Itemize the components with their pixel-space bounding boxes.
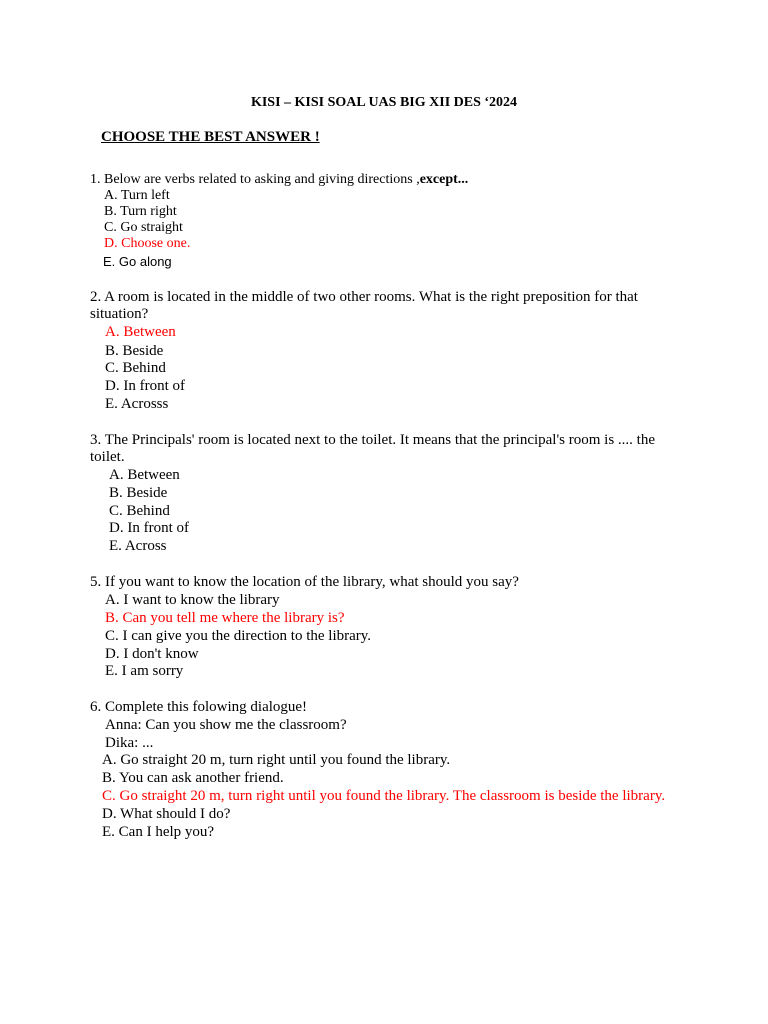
question-3-option-e: E. Across — [109, 538, 167, 554]
question-6-dialogue-dika: Dika: ... — [105, 735, 154, 751]
question-2-option-c: C. Behind — [105, 360, 166, 376]
question-6-option-a: A. Go straight 20 m, turn right until you found the library. — [102, 752, 451, 768]
question-3-option-c: C. Behind — [109, 503, 170, 519]
question-3-option-b: B. Beside — [109, 485, 168, 501]
question-2-stem-line-1: 2. A room is located in the middle of two other rooms. What is the right preposition for that — [90, 289, 638, 305]
question-1-option-c: C. Go straight — [104, 220, 183, 235]
question-5-option-b-answer: B. Can you tell me where the library is? — [105, 610, 345, 626]
question-1-option-b: B. Turn right — [104, 204, 177, 219]
question-2-option-e: E. Acrosss — [105, 396, 169, 412]
question-1-text: 1. Below are verbs related to asking and giving directions , — [90, 172, 420, 187]
question-5-option-c: C. I can give you the direction to the library. — [105, 628, 372, 644]
question-6-dialogue-anna: Anna: Can you show me the classroom? — [105, 717, 347, 733]
question-2-option-a-answer: A. Between — [105, 324, 176, 340]
question-1-option-a: A. Turn left — [104, 188, 170, 203]
question-6-stem: 6. Complete this folowing dialogue! — [90, 699, 308, 715]
question-5-option-e: E. I am sorry — [105, 663, 184, 679]
question-3-option-a: A. Between — [109, 467, 180, 483]
question-2-option-d: D. In front of — [105, 378, 185, 394]
question-3-stem-line-2: toilet. — [90, 449, 125, 465]
question-5-option-d: D. I don't know — [105, 646, 199, 662]
question-5-option-a: A. I want to know the library — [105, 592, 280, 608]
question-1-option-d-answer: D. Choose one. — [104, 236, 191, 251]
question-3-stem-line-1: 3. The Principals' room is located next to the toilet. It means that the principal's room is .... the — [90, 432, 656, 448]
document-title: KISI – KISI SOAL UAS BIG XII DES ‘2024 — [250, 95, 518, 110]
question-5-stem: 5. If you want to know the location of the library, what should you say? — [90, 574, 519, 590]
question-6-option-e: E. Can I help you? — [102, 824, 215, 840]
question-1-stem — [90, 173, 468, 187]
question-2-stem-line-2: situation? — [90, 306, 149, 322]
instruction-heading: CHOOSE THE BEST ANSWER ! — [101, 129, 320, 145]
question-1-option-e: E. Go along — [103, 254, 172, 269]
question-6-option-c-answer: C. Go straight 20 m, turn right until you found the library. The classroom is beside the library. — [102, 788, 666, 804]
question-6-option-b: B. You can ask another friend. — [102, 770, 284, 786]
question-6-option-d: D. What should I do? — [102, 806, 231, 822]
question-1-emphasis: except... — [419, 172, 469, 187]
question-2-option-b: B. Beside — [105, 343, 164, 359]
question-3-option-d: D. In front of — [109, 520, 189, 536]
